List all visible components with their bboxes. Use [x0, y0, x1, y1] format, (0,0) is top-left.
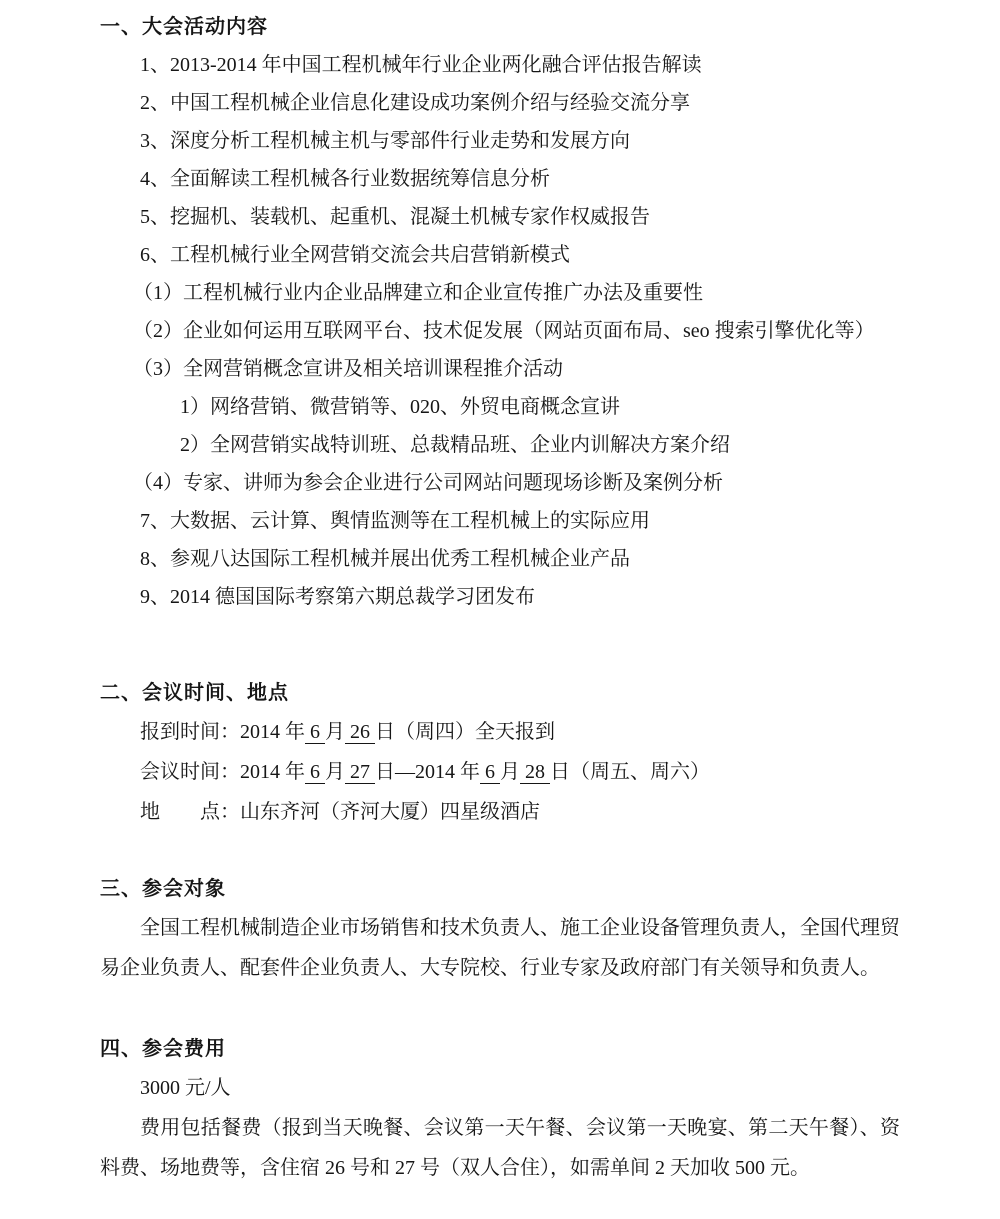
- conference-time-text: 会议时间：2014 年: [140, 761, 305, 783]
- list-item: 1）网络营销、微营销等、020、外贸电商概念宣讲: [180, 396, 620, 418]
- conference-month2-underlined: 6: [480, 761, 500, 783]
- fee-details-paragraph: 费用包括餐费（报到当天晚餐、会议第一天午餐、会议第一天晚宴、第二天午餐）、资料费、场地费等，含住宿 26 号和 27 号（双人合住），如需单间 2 天加收 500 元。: [100, 1117, 900, 1179]
- section2-heading: 二、会议时间、地点: [100, 682, 289, 704]
- conference-month2-label: 月: [500, 761, 520, 783]
- conference-month1-label: 月: [325, 761, 345, 783]
- section4-heading: 四、参会费用: [100, 1038, 226, 1060]
- list-item: （3）全网营销概念宣讲及相关培训课程推介活动: [133, 358, 563, 380]
- list-item: 5、挖掘机、装载机、起重机、混凝土机械专家作权威报告: [140, 206, 650, 228]
- conference-day1-underlined: 27: [345, 761, 375, 783]
- report-time-text: 报到时间：2014 年: [140, 721, 305, 743]
- list-item: 9、2014 德国国际考察第六期总裁学习团发布: [140, 586, 535, 608]
- section3-heading: 三、参会对象: [100, 878, 226, 900]
- list-item: （1）工程机械行业内企业品牌建立和企业宣传推广办法及重要性: [133, 282, 703, 304]
- conference-rest-text: 日（周五、周六）: [550, 761, 710, 783]
- list-item: 2、中国工程机械企业信息化建设成功案例介绍与经验交流分享: [140, 92, 690, 114]
- list-item: 1、2013-2014 年中国工程机械年行业企业两化融合评估报告解读: [140, 54, 702, 76]
- location-line: 地 点：山东齐河（齐河大厦）四星级酒店: [140, 801, 540, 823]
- report-day-underlined: 26: [345, 721, 375, 743]
- list-item: 8、参观八达国际工程机械并展出优秀工程机械企业产品: [140, 548, 630, 570]
- report-month-underlined: 6: [305, 721, 325, 743]
- list-item: 7、大数据、云计算、舆情监测等在工程机械上的实际应用: [140, 510, 650, 532]
- conference-month1-underlined: 6: [305, 761, 325, 783]
- report-month-label: 月: [325, 721, 345, 743]
- attendees-paragraph: 全国工程机械制造企业市场销售和技术负责人、施工企业设备管理负责人，全国代理贸易企业负责人、配套件企业负责人、大专院校、行业专家及政府部门有关领导和负责人。: [100, 917, 900, 979]
- report-time-line: [100, 712, 900, 752]
- list-item: 2）全网营销实战特训班、总裁精品班、企业内训解决方案介绍: [180, 434, 730, 456]
- conference-mid-text: 日—2014 年: [375, 761, 480, 783]
- list-item: （2）企业如何运用互联网平台、技术促发展（网站页面布局、seo 搜索引擎优化等）: [133, 320, 875, 342]
- list-item: 4、全面解读工程机械各行业数据统筹信息分析: [140, 168, 550, 190]
- list-item: 3、深度分析工程机械主机与零部件行业走势和发展方向: [140, 130, 630, 152]
- conference-day2-underlined: 28: [520, 761, 550, 783]
- report-rest-text: 日（周四）全天报到: [375, 721, 555, 743]
- list-item: （4）专家、讲师为参会企业进行公司网站问题现场诊断及案例分析: [133, 472, 723, 494]
- price-line: 3000 元/人: [140, 1077, 231, 1099]
- section1-heading: 一、大会活动内容: [100, 16, 268, 38]
- list-item: 6、工程机械行业全网营销交流会共启营销新模式: [140, 244, 570, 266]
- conference-time-line: [100, 752, 900, 792]
